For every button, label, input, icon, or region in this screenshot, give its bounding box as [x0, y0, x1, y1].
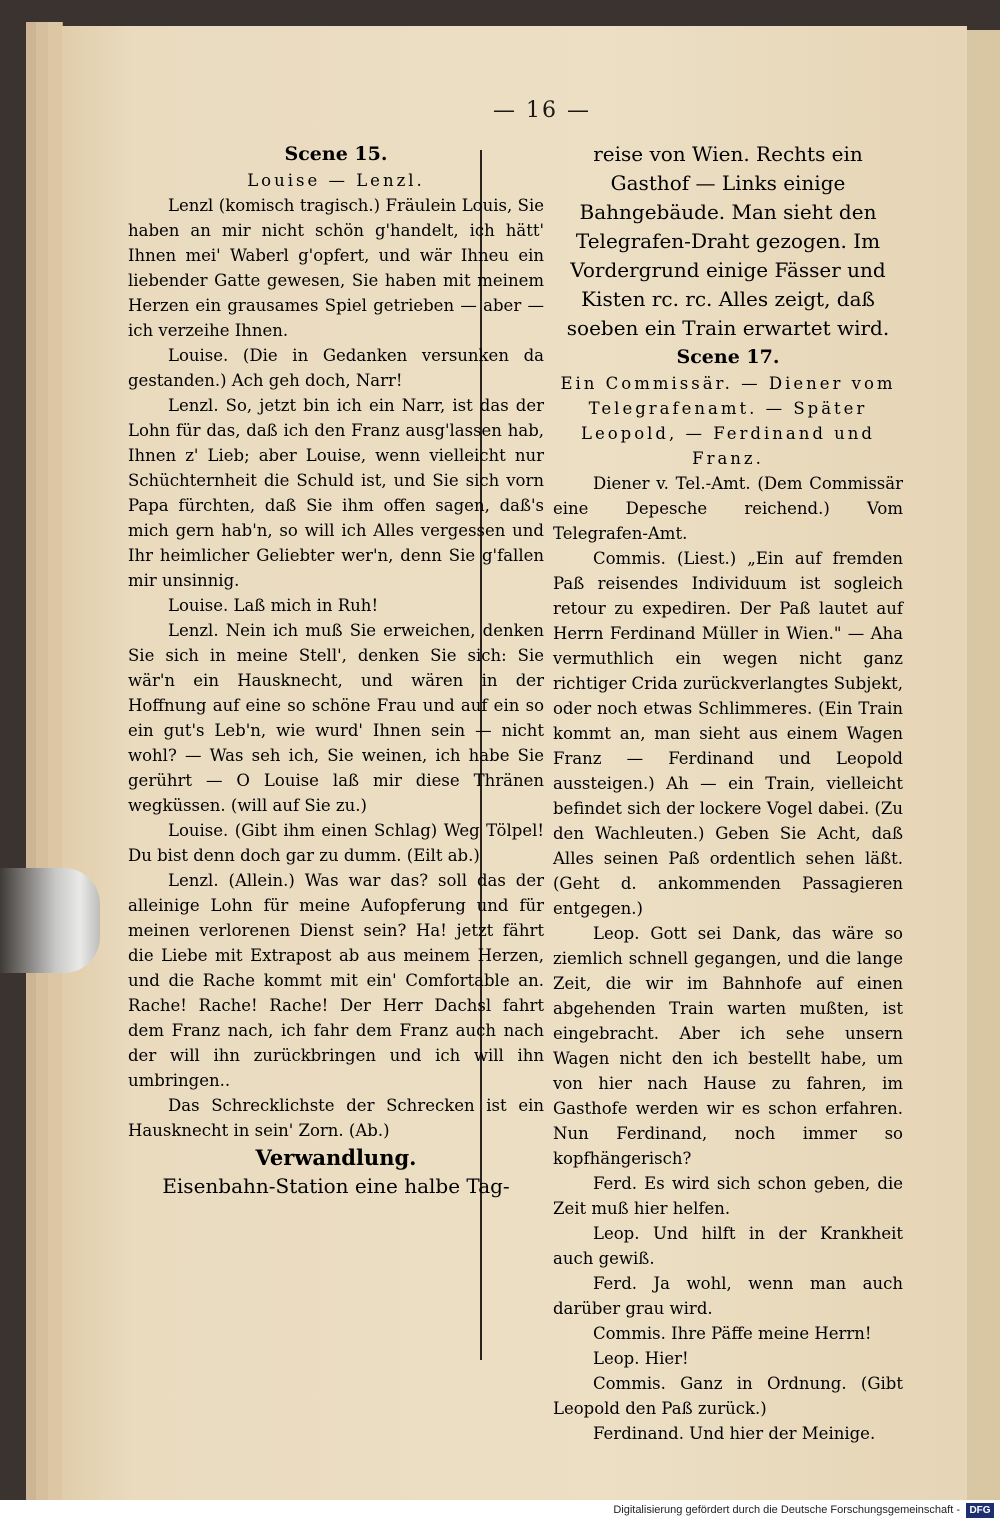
- page-edge: [48, 22, 63, 1500]
- paragraph: Commis. Ihre Päffe meine Herrn!: [593, 1324, 872, 1343]
- page-number: — 16 —: [493, 98, 591, 123]
- paragraph: Leop. Und hilft in der Krankheit auch gewiß.: [553, 1224, 903, 1268]
- paragraph: Diener v. Tel.-Amt. (Dem Commissär eine Depesche reichend.) Vom Telegrafen-Amt.: [553, 474, 903, 543]
- paragraph: Louise. (Gibt ihm einen Schlag) Weg Tölpel! Du bist denn doch gar zu dumm. (Eilt ab.): [128, 821, 544, 865]
- paragraph: Ferd. Ja wohl, wenn man auch darüber grau wird.: [553, 1274, 903, 1318]
- paragraph: Lenzl (komisch tragisch.) Fräulein Louis, Sie haben an mir nicht schön g'handelt, ich hätt' Ihnen mei' Waberl g'opfert, und wär Ihneu ein liebender Gatte gewesen, Sie haben mit meinem Herzen ein grausames Spiel getrieben — aber — ich verzeihe Ihnen.: [128, 196, 544, 340]
- paragraph: Louise — Lenzl.: [247, 171, 425, 190]
- left-column: [128, 140, 544, 1201]
- paragraph: Commis. Ganz in Ordnung. (Gibt Leopold den Paß zurück.): [553, 1374, 903, 1418]
- dfg-logo: DFG: [966, 1503, 994, 1518]
- paragraph: Louise. Laß mich in Ruh!: [168, 596, 379, 615]
- paragraph: Das Schrecklichste der Schrecken ist ein Hausknecht in sein' Zorn. (Ab.): [128, 1096, 544, 1140]
- paragraph: Leop. Hier!: [593, 1349, 689, 1368]
- paragraph: Louise. (Die in Gedanken versunken da gestanden.) Ach geh doch, Narr!: [128, 346, 544, 390]
- paragraph: Lenzl. Nein ich muß Sie erweichen, denken Sie sich in meine Stell', denken Sie sich: Sie wär'n ein Hausknecht, und wären in der Hoffnung auf eine so schöne Frau und auf ein so ein gut's Leb'n, wie wurd' Ihnen sein — nicht wohl? — Was seh ich, Sie weinen, ich habe Sie gerührt — O Louise laß mir diese Thränen wegküssen. (will auf Sie zu.): [128, 621, 544, 815]
- scanner-clip: [0, 868, 100, 973]
- paragraph: Scene 17.: [676, 346, 780, 368]
- paragraph: reise von Wien. Rechts ein Gasthof — Links einige Bahngebäude. Man sieht den Telegrafen-Draht gezogen. Im Vordergrund einige Fässer und Kisten rc. rc. Alles zeigt, daß soeben ein Train erwartet wird.: [566, 142, 890, 340]
- right-column: [553, 140, 903, 1446]
- paragraph: Verwandlung.: [255, 1145, 417, 1170]
- footer-credit: Digitalisierung gefördert durch die Deutsche Forschungsgemeinschaft -: [613, 1504, 960, 1516]
- footer: [0, 1500, 1000, 1522]
- paragraph: Ein Commissär. — Diener vom Telegrafenamt. — Später Leopold, — Ferdinand und Franz.: [560, 374, 896, 468]
- paragraph: Lenzl. So, jetzt bin ich ein Narr, ist das der Lohn für das, daß ich den Franz ausg'lassen hab, Ihnen z' Lieb; aber Louise, wenn vielleicht nur Schüchternheit die Schuld ist, und Sie sich vorn Papa fürchten, daß Sie ihm offen sagen, daß's mich gern hab'n, so will ich Alles vergessen und Ihr heimlicher Geliebter wer'n, denn Sie g'fallen mir unsinnig.: [128, 396, 544, 590]
- paragraph: Scene 15.: [284, 143, 388, 165]
- paragraph: Ferd. Es wird sich schon geben, die Zeit muß hier helfen.: [553, 1174, 903, 1218]
- paragraph: Lenzl. (Allein.) Was war das? soll das der alleinige Lohn für meine Aufopferung und für meinen verlorenen Dienst sein? Ha! jetzt fährt die Liebe mit Extrapost ab aus meinem Herzen, und die Rache kommt mit ein' Comfortable an. Rache! Rache! Rache! Der Herr Dachsl fahrt dem Franz nach, ich fahr dem Franz auch nach der will ihn zurückbringen und ich will ihn umbringen..: [128, 871, 544, 1090]
- next-page-edge: [967, 30, 1000, 1500]
- paragraph: Commis. (Liest.) „Ein auf fremden Paß reisendes Individuum ist sogleich retour zu expediren. Der Paß lautet auf Herrn Ferdinand Müller in Wien." — Aha vermuthlich ein wegen nicht ganz richtiger Crida zurückverlangtes Subjekt, oder noch etwas Schlimmeres. (Ein Train kommt an, man sieht aus einem Wagen Franz — Ferdinand und Leopold aussteigen.) Ah — ein Train, vielleicht befindet sich der lockere Vogel dabei. (Zu den Wachleuten.) Geben Sie Acht, daß Alles seinen Paß ordentlich sehen läßt. (Geht d. ankommenden Passagieren entgegen.): [553, 549, 903, 918]
- paragraph: Ferdinand. Und hier der Meinige.: [593, 1424, 876, 1443]
- paragraph: Eisenbahn-Station eine halbe Tag-: [162, 1174, 510, 1198]
- paragraph: Leop. Gott sei Dank, das wäre so ziemlich schnell gegangen, und die lange Zeit, die wir im Bahnhofe auf einen abgehenden Train warten mußten, ist eingebracht. Aber ich sehe unsern Wagen nicht den ich bestellt habe, um von hier nach Hause zu fahren, im Gasthofe werden wir es schon erfahren. Nun Ferdinand, noch immer so kopfhängerisch?: [553, 924, 903, 1168]
